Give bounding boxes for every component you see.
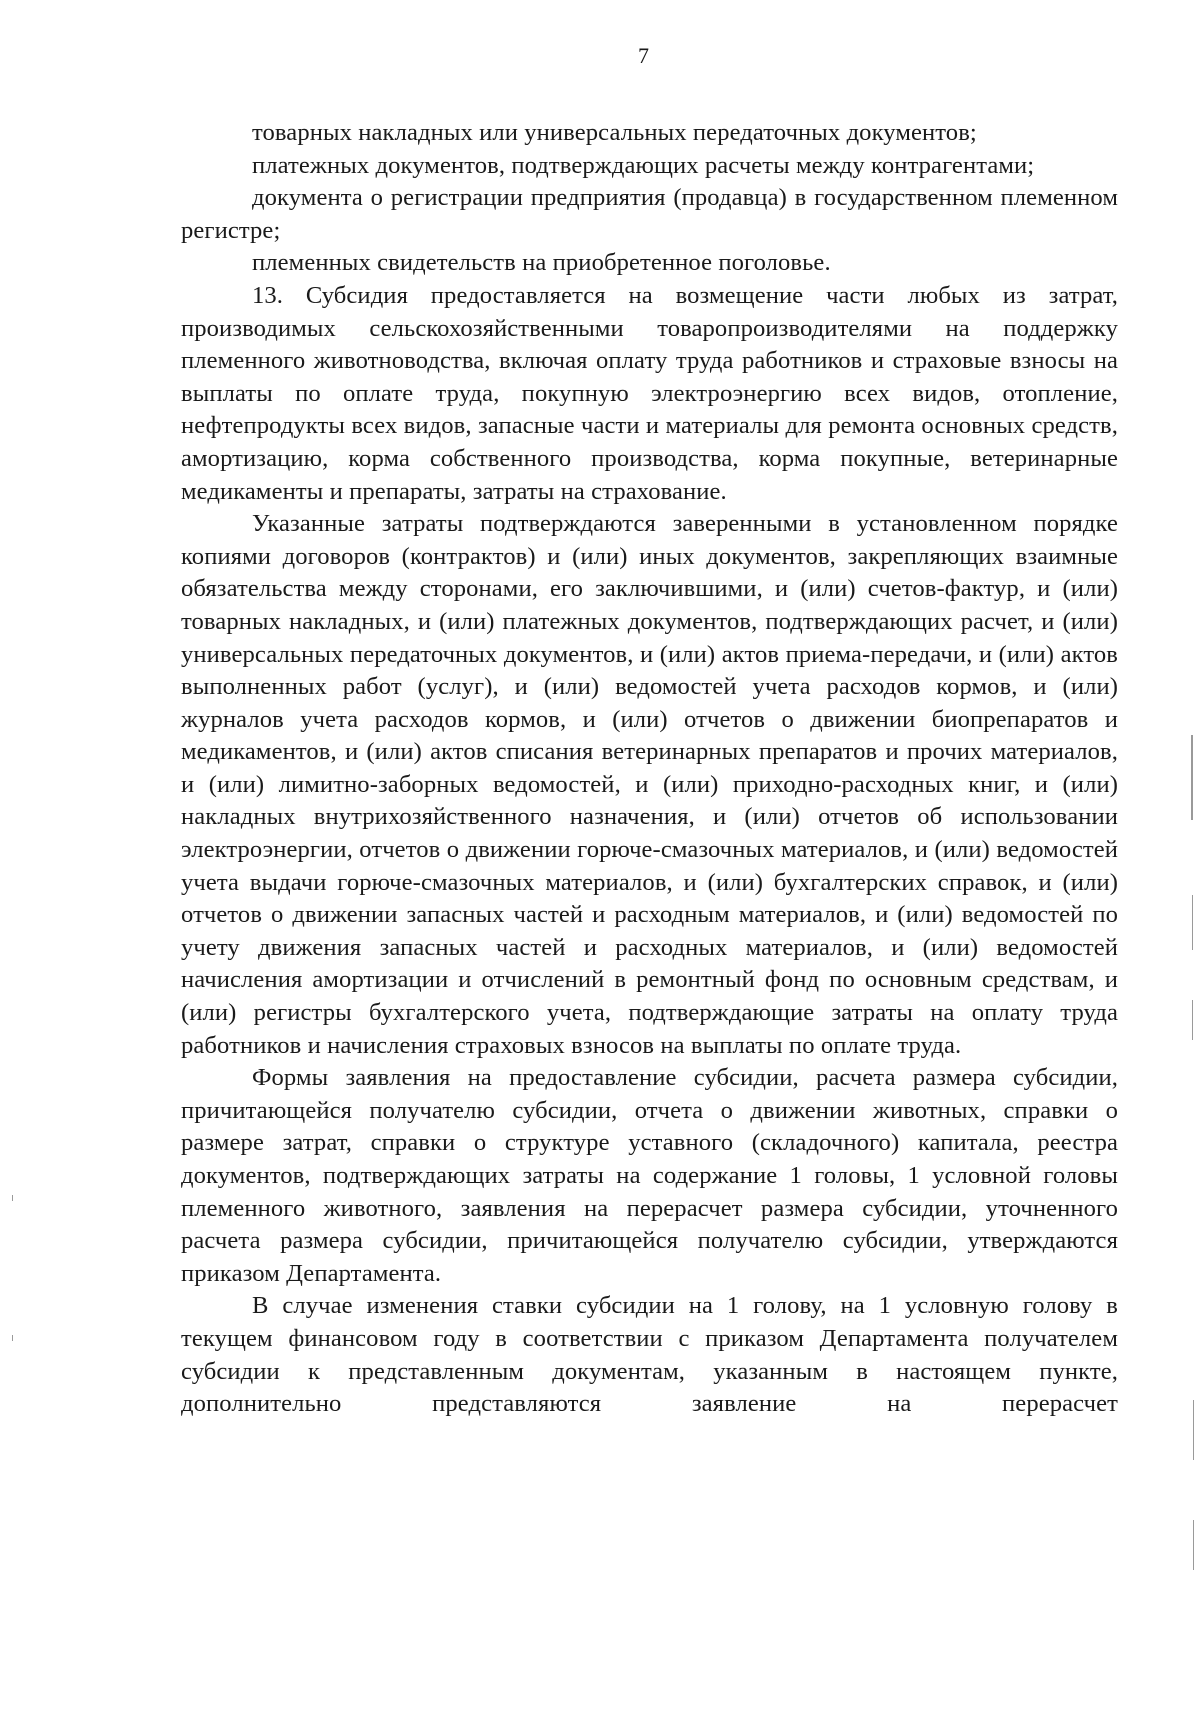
paragraph: Формы заявления на предоставление субсидии, расчета размера субсидии, причитающейся получателю субсидии, отчета о движении животных, справки о размере затрат, справки о структуре уставного (складочного) капитала, реестра документов, подтверждающих затраты на содержание 1 головы, 1 условной головы племенного животного, заявления на перерасчет размера субсидии, уточненного расчета размера субсидии, причитающейся получателю субсидии, утверждаются приказом Департамента. — [181, 1064, 1118, 1287]
paragraph: платежных документов, подтверждающих расчеты между контрагентами; — [252, 151, 1035, 179]
paragraph: племенных свидетельств на приобретенное поголовье. — [252, 249, 831, 277]
scan-artifact — [12, 1195, 13, 1201]
paragraph: 13. Субсидия предоставляется на возмещение части любых из затрат, производимых сельскохозяйственными товаропроизводителями на поддержку племенного животноводства, включая оплату труда работников и страховые взносы на выплаты по оплате труда, покупную электроэнергию всех видов, отопление, нефтепродукты всех видов, запасные части и материалы для ремонта основных средств, амортизацию, корма собственного производства, корма покупные, ветеринарные медикаменты и препараты, затраты на страхование. — [181, 281, 1118, 505]
paragraph: документа о регистрации предприятия (продавца) в государственном племенном регистре; — [181, 184, 1118, 244]
scan-artifact — [1192, 1000, 1193, 1040]
paragraph: товарных накладных или универсальных передаточных документов; — [252, 119, 977, 146]
paragraph: Указанные затраты подтверждаются заверенными в установленном порядке копиями договоров (контрактов) и (или) иных документов, закрепляющих взаимные обязательства между сторонами, его заключившими, и (или) счетов-фактур, и (или) товарных накладных, и (или) платежных документов, подтверждающих расчет, и (или) универсальных передаточных документов, и (или) актов приема-передачи, и (или) актов выполненных работ (услуг), и (или) ведомостей учета расходов кормов, и (или) журналов учета расходов кормов, и (или) отчетов о движении биопрепаратов и медикаментов, и (или) актов списания ветеринарных препаратов и прочих материалов, и (или) лимитно-заборных ведомостей, и (или) приходно-расходных книг, и (или) накладных внутрихозяйственного назначения, и (или) отчетов об использовании электроэнергии, отчетов о движении горюче-смазочных материалов, и (или) ведомостей учета выдачи горюче-смазочных материалов, и (или) бухгалтерских справок, и (или) отчетов о движении запасных частей и расходным материалов, и (или) ведомостей по учету движения запасных частей и расходных материалов, и (или) ведомостей начисления амортизации и отчислений в ремонтный фонд по основным средствам, и (или) регистры бухгалтерского учета, подтверждающие затраты на оплату труда работников и начисления страховых взносов на выплаты по оплате труда. — [181, 510, 1118, 1059]
document-body — [181, 117, 1118, 1421]
scan-artifact — [1191, 735, 1193, 820]
scan-artifact — [1192, 895, 1193, 950]
scan-artifact — [1193, 1520, 1194, 1570]
scan-artifact — [12, 1335, 13, 1341]
paragraph: В случае изменения ставки субсидии на 1 голову, на 1 условную голову в текущем финансовом году в соответствии с приказом Департамента получателем субсидии к представленным документам, указанным в настоящем пункте, дополнительно представляются заявление на перерасчет — [181, 1292, 1118, 1418]
scan-artifact — [1193, 1400, 1194, 1460]
page-number: 7 — [638, 43, 649, 68]
